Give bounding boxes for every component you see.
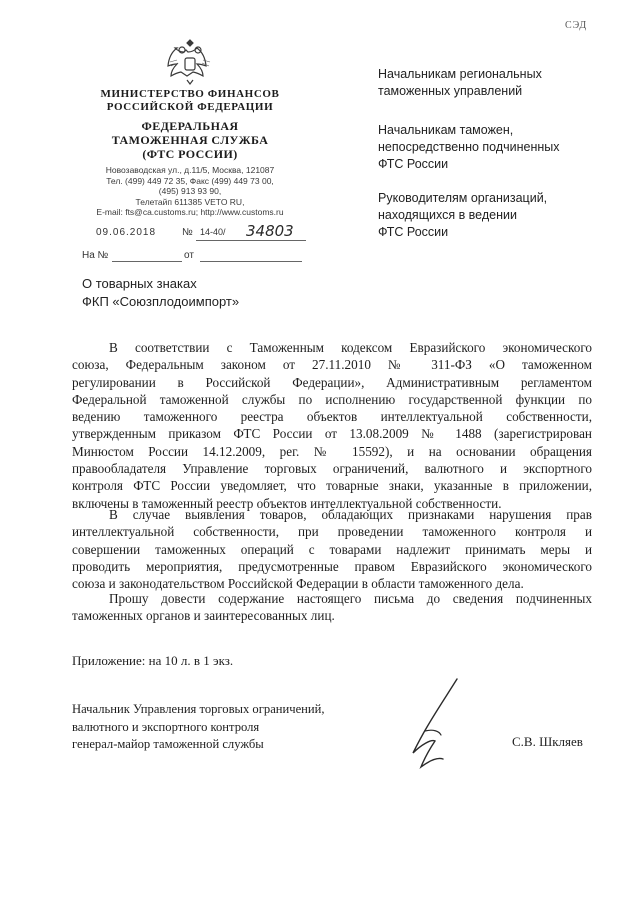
addressee-line: непосредственно подчиненных xyxy=(378,140,560,154)
registration-number: 14-40/ xyxy=(200,227,226,237)
letter-subject xyxy=(82,275,239,311)
signer-position xyxy=(72,701,325,754)
na-label: На № xyxy=(82,250,109,261)
body-line: проводить мероприятия, предусмотренные правом Евразийского экономического xyxy=(72,558,592,574)
contact-line: Телетайп 611385 VETO RU, xyxy=(135,196,245,207)
number-label: № xyxy=(182,227,193,238)
body-line: включены в таможенный реестр объектов интеллектуальной собственности. xyxy=(72,495,502,511)
ministry-name xyxy=(70,88,310,114)
body-line: утвержденным приказом ФТС России от 13.08.2009 № 1488 (зарегистрирован xyxy=(72,426,592,442)
body-line: контроля ФТС России уведомляет, что товарные знаки, указанные в приложении, xyxy=(72,478,592,494)
addressee-line: таможенных управлений xyxy=(378,84,523,98)
attachment-note: Приложение: на 10 л. в 1 экз. xyxy=(72,653,234,668)
contact-line: Новозаводская ул., д.11/5, Москва, 121087 xyxy=(105,165,275,175)
service-name xyxy=(70,119,310,161)
addressee-line: ФТС России xyxy=(378,157,449,171)
signer-position-line: Начальник Управления торговых ограничений, xyxy=(72,702,325,716)
body-line: союза, Федеральным законом от 27.11.2010 № 311-ФЗ «О таможенном xyxy=(72,357,592,373)
subject-line: О товарных знаках xyxy=(82,276,197,291)
addressee-line: Руководителям организаций, xyxy=(378,191,548,205)
incoming-reference xyxy=(82,250,302,264)
subject-line: ФКП «Союзплодоимпорт» xyxy=(82,294,240,309)
contact-line: (495) 913 93 90, xyxy=(158,186,222,196)
contact-line: Тел. (499) 449 72 35, Факс (499) 449 73 00, xyxy=(106,175,274,186)
ministry-line: МИНИСТЕРСТВО ФИНАНСОВ xyxy=(100,88,280,100)
ot-blank xyxy=(200,261,302,262)
double-headed-eagle-emblem-icon xyxy=(163,36,217,86)
addressee-block xyxy=(378,190,618,241)
body-paragraph-3 xyxy=(72,590,592,625)
handwritten-number: 34803 xyxy=(246,222,294,240)
signer-name: С.В. Шкляев xyxy=(512,734,583,749)
addressee-line: ФТС России xyxy=(378,225,449,239)
body-line: Федеральной таможенной службы по исполнению государственной функции по xyxy=(72,391,592,407)
body-line: ведению таможенного реестра объектов интеллектуальной собственности, xyxy=(72,409,592,425)
na-blank xyxy=(112,261,182,262)
addressee-line: находящихся в ведении xyxy=(378,208,517,222)
addressee-block xyxy=(378,66,618,100)
signer-position-line: генерал-майор таможенной службы xyxy=(72,737,264,751)
body-paragraph-1 xyxy=(72,339,592,512)
addressee-line: Начальникам таможен, xyxy=(378,123,514,137)
ministry-line: РОССИЙСКОЙ ФЕДЕРАЦИИ xyxy=(106,101,274,113)
addressee-line: Начальникам региональных xyxy=(378,67,542,81)
body-line: Прошу довести содержание настоящего письма до сведения подчиненных xyxy=(109,591,592,606)
body-line: В соответствии с Таможенным кодексом Евразийского экономического xyxy=(109,340,592,355)
handwritten-signature xyxy=(395,675,495,775)
service-line: ФЕДЕРАЛЬНАЯ xyxy=(141,119,239,133)
addressee-block xyxy=(378,122,618,173)
signer-position-line: валютного и экспортного контроля xyxy=(72,719,260,734)
sender-contacts xyxy=(75,165,305,218)
body-line: регулировании в Российской Федерации», Административным регламентом xyxy=(72,374,592,390)
document-date: 09.06.2018 xyxy=(96,227,157,238)
body-line: таможенных органов и заинтересованных лиц. xyxy=(72,608,335,624)
ot-label: от xyxy=(184,250,194,261)
service-line: ТАМОЖЕННАЯ СЛУЖБА xyxy=(111,133,269,147)
contact-line: E-mail: fts@ca.customs.ru; http://www.customs.ru xyxy=(96,207,284,217)
body-line: В случае выявления товаров, обладающих признаками нарушения прав xyxy=(109,507,592,522)
outgoing-reference xyxy=(96,222,306,242)
number-underline xyxy=(196,240,306,241)
body-paragraph-2 xyxy=(72,506,592,592)
body-line: совершении таможенных операций с товарами надлежит принимать меры и xyxy=(72,541,592,557)
body-line: правообладателя Управление торговых ограничений, валютного и экспортного xyxy=(72,461,592,477)
document-system-mark: СЭД xyxy=(565,20,588,31)
service-line: (ФТС РОССИИ) xyxy=(142,147,238,161)
body-line: интеллектуальной собственности, при проведении таможенного контроля и xyxy=(72,524,592,540)
body-line: Минюстом России 14.12.2009, рег. № 15592), и на основании обращения xyxy=(72,443,592,459)
body-line: союза и законодательством Российской Федерации в области таможенного дела. xyxy=(72,576,524,592)
